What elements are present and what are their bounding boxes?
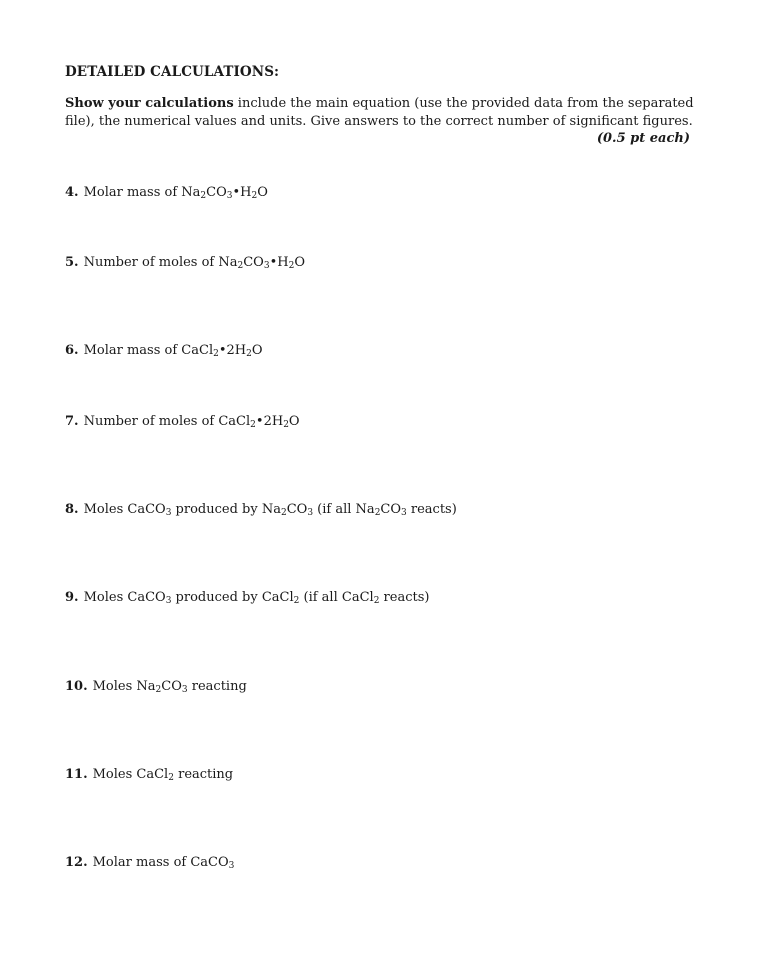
- question-number: 8.: [65, 502, 79, 517]
- question-number: 9.: [65, 590, 79, 605]
- question-number: 6.: [65, 343, 79, 358]
- question-number: 7.: [65, 414, 79, 429]
- question-label: Moles CaCO$_3$ produced by $Na_2CO_3$ (if all $Na_2CO_3$ reacts): [83, 502, 457, 518]
- question-8: [65, 502, 457, 517]
- question-label: Moles $Na_2CO_3$ reacting: [92, 679, 247, 695]
- points-note: (0.5 pt each): [596, 131, 690, 146]
- question-number: 10.: [65, 679, 88, 694]
- instructions-paragraph: [65, 95, 725, 131]
- question-label: Number of moles of $CaCl_2•2H_2O$: [83, 414, 300, 430]
- question-number: 11.: [65, 767, 88, 782]
- question-number: 5.: [65, 255, 79, 270]
- question-9: [65, 590, 429, 605]
- question-12: [65, 855, 234, 870]
- instructions-lead: Show your calculations: [65, 96, 234, 111]
- instructions-text: include the main equation (use the provided data from the separated file), the numerical values and units. Give answers to the correct number of significant figures.: [65, 96, 694, 129]
- question-10: [65, 679, 247, 694]
- question-7: [65, 414, 300, 429]
- question-number: 12.: [65, 855, 88, 870]
- question-label: Moles CaCO$_3$ produced by CaCl$_2$ (if all CaCl$_2$ reacts): [83, 590, 430, 606]
- question-11: [65, 767, 233, 782]
- section-heading: DETAILED CALCULATIONS:: [65, 64, 280, 80]
- question-6: [65, 343, 263, 358]
- question-label: Number of moles of $Na_2CO_3•H_2O$: [83, 255, 305, 271]
- question-label: Molar mass of $Na_2CO_3•H_2O$: [83, 185, 268, 201]
- question-5: [65, 255, 305, 270]
- question-label: Moles CaCl$_2$ reacting: [92, 767, 234, 783]
- question-label: Molar mass of CaCO$_3$: [92, 855, 235, 871]
- question-4: [65, 185, 268, 200]
- question-number: 4.: [65, 185, 79, 200]
- question-label: Molar mass of $CaCl_2•2H_2O$: [83, 343, 263, 359]
